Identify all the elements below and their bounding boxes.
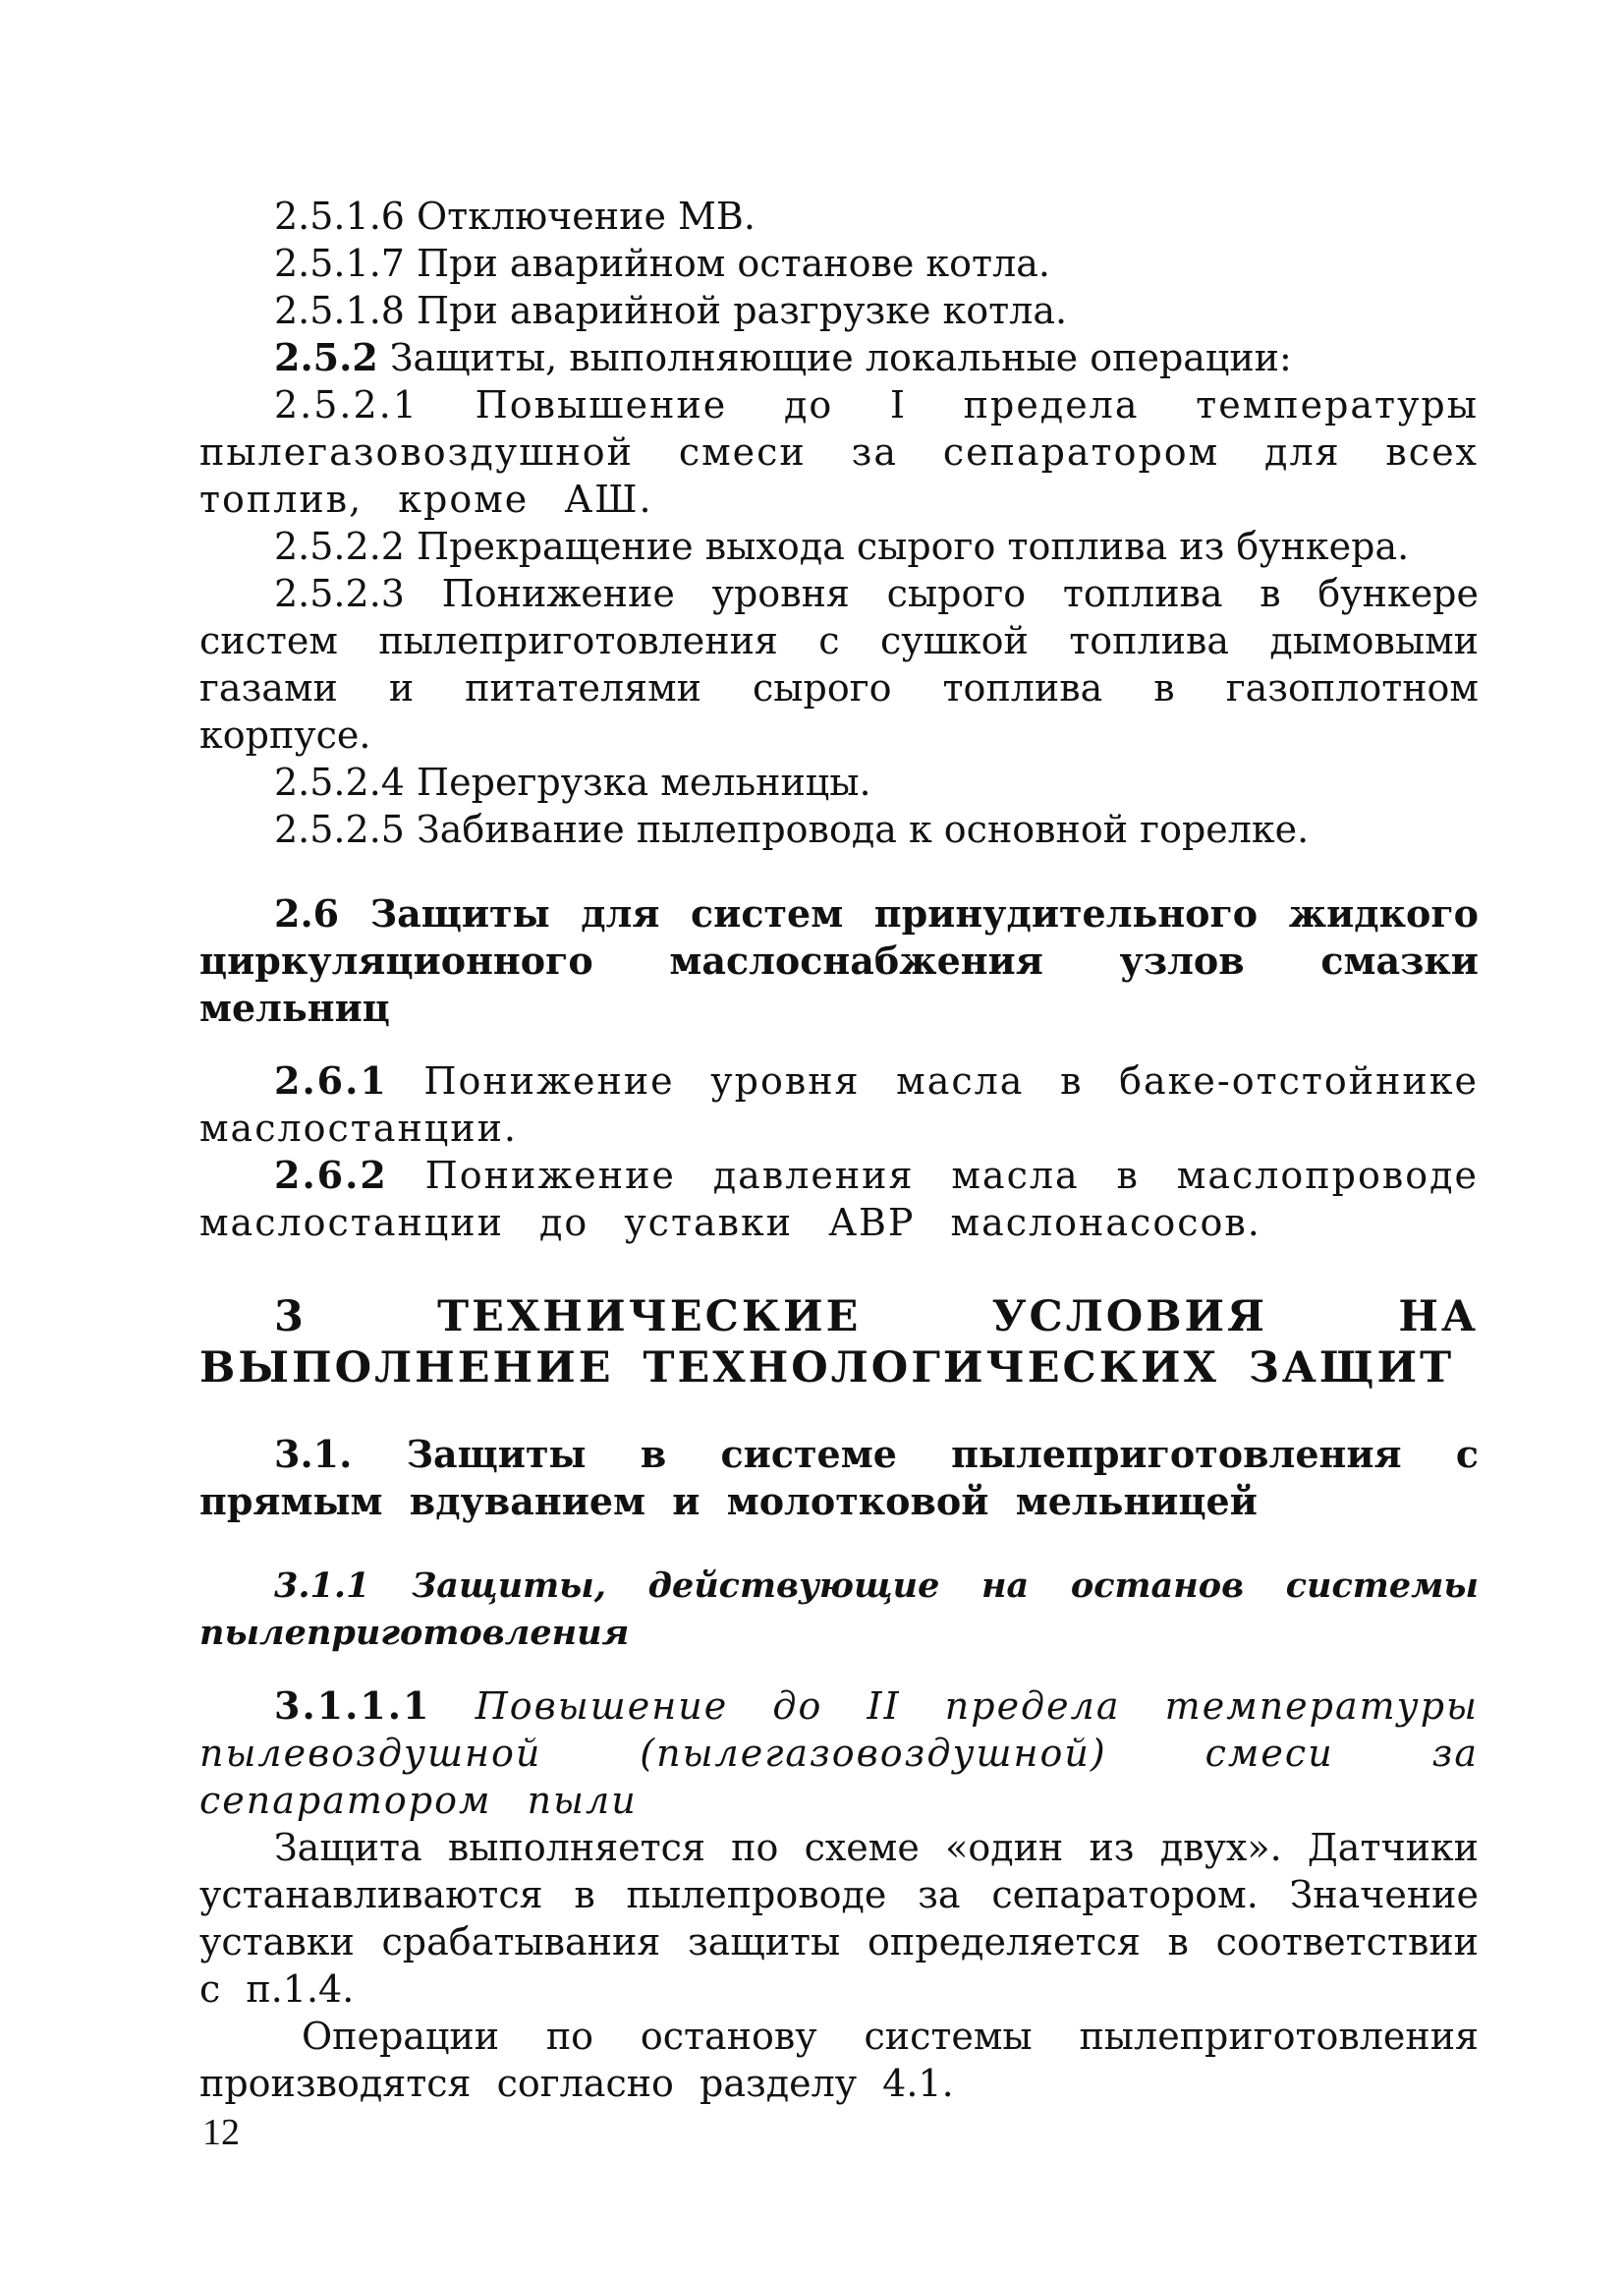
item-2-5-2-4: 2.5.2.4 Перегрузка мельницы. [274,761,871,804]
item-2-5-2-1: 2.5.2.1 Повышение до I предела температуры пылегазовоздушной смеси за сепаратором для всех топлив, кроме АШ. [199,383,1479,521]
section-number: 2.5.2 [274,335,378,379]
item-title: Повышение до II предела температуры пылевоздушной (пылегазовоздушной) смеси за сепаратором пыли [199,1684,1479,1822]
item-number: 3.1.1.1 [274,1683,431,1728]
section-heading-3-1: 3.1. Защиты в системе пылеприготовления с прямым вдуванием и молотковой мельницей [199,1432,1479,1523]
item-2-5-1-7: 2.5.1.7 При аварийном останове котла. [274,242,1050,285]
section-text: Понижение уровня масла в баке-отстойнике маслостанции. [199,1059,1479,1150]
section-text: Понижение давления масла в маслопроводе маслостанции до уставки АВР маслонасосов. [199,1154,1479,1244]
section-number: 2.6.2 [274,1153,388,1197]
section-heading-2-6: 2.6 Защиты для систем принудительного жидкого циркуляционного маслоснабжения узлов смазки мельниц [199,891,1479,1030]
text-column [199,193,1479,2107]
section-2-5-2 [199,334,1479,381]
section-text: Защиты, выполняющие локальные операции: [377,336,1292,379]
item-2-5-2-5: 2.5.2.5 Забивание пылепровода к основной горелке. [274,808,1310,851]
item-3-1-1-1-ops: Операции по останову системы пылеприготовления производятся согласно разделу 4.1. [199,2015,1479,2105]
subsection-heading-3-1-1: 3.1.1 Защиты, действующие на останов системы пылеприготовления [199,1565,1479,1653]
item-2-5-1-6: 2.5.1.6 Отключение МВ. [274,195,756,238]
item-2-5-2-3: 2.5.2.3 Понижение уровня сырого топлива в бункере систем пылеприготовления с сушкой топлива дымовыми газами и питателями сырого топлива в газоплотном корпусе. [199,572,1479,757]
section-2-6-2 [199,1152,1479,1246]
item-3-1-1-1-body: Защита выполняется по схеме «один из двух». Датчики устанавливаются в пылепроводе за сепаратором. Значение уставки срабатывания защиты определяется в соответствии с п.1.4. [199,1826,1479,2011]
page-number: 12 [202,2112,240,2153]
item-2-5-2-2: 2.5.2.2 Прекращение выхода сырого топлива из бункера. [274,525,1410,568]
item-3-1-1-1-title [199,1682,1479,1824]
item-2-5-1-8: 2.5.1.8 При аварийной разгрузке котла. [274,289,1068,332]
section-number: 2.6.1 [274,1058,388,1103]
chapter-heading-3: 3 ТЕХНИЧЕСКИЕ УСЛОВИЯ НА ВЫПОЛНЕНИЕ ТЕХНОЛОГИЧЕСКИХ ЗАЩИТ [199,1292,1479,1393]
section-2-6-1 [199,1057,1479,1152]
